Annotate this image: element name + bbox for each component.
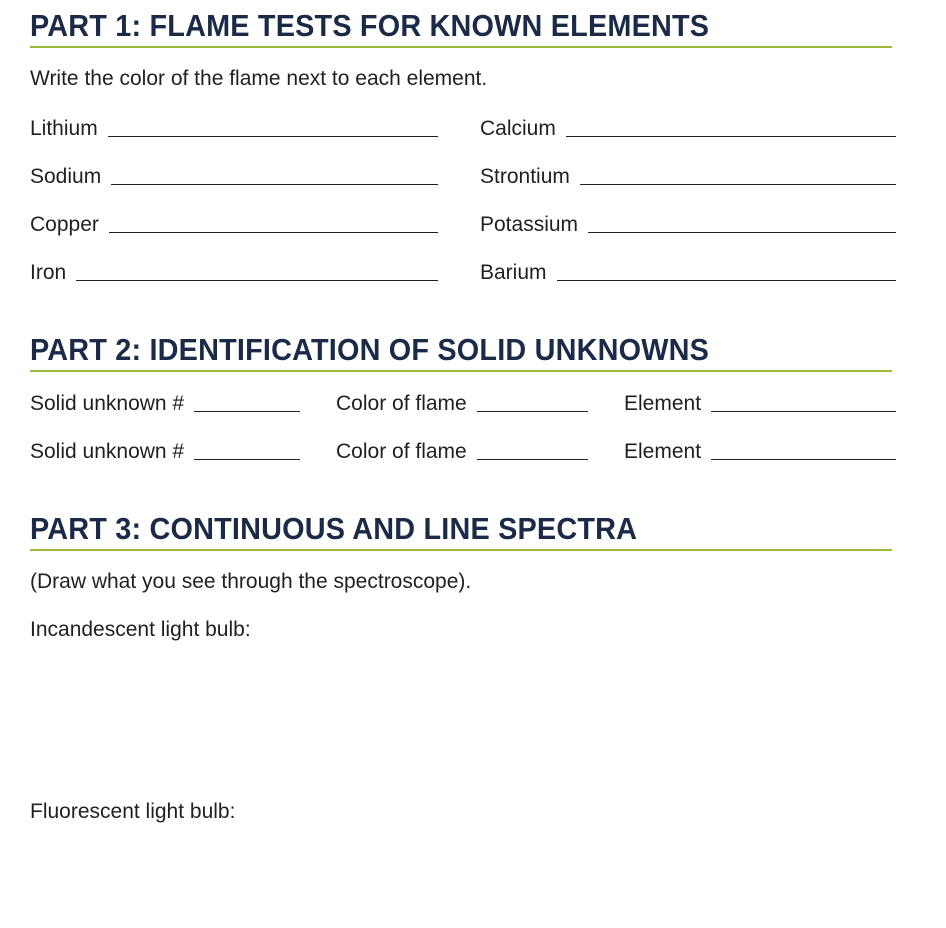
element-label: Iron	[30, 261, 67, 284]
answer-blank[interactable]	[194, 455, 300, 460]
answer-blank[interactable]	[477, 455, 588, 460]
answer-blank[interactable]	[711, 407, 896, 412]
flame-field-potassium	[480, 208, 896, 238]
answer-blank[interactable]	[111, 180, 438, 185]
flame-label: Color of flame	[336, 392, 467, 415]
fluorescent-drawing-area[interactable]	[30, 832, 892, 922]
flame-label: Color of flame	[336, 440, 467, 463]
incandescent-drawing-area[interactable]	[30, 650, 892, 780]
answer-blank[interactable]	[194, 407, 300, 412]
element-label: Barium	[480, 261, 547, 284]
part1-title: PART 1: FLAME TESTS FOR KNOWN ELEMENTS	[30, 8, 710, 43]
flame-field-barium	[480, 256, 896, 286]
answer-blank[interactable]	[566, 132, 896, 137]
flame-field-iron	[30, 256, 438, 286]
answer-blank[interactable]	[588, 228, 896, 233]
unknown-label: Solid unknown #	[30, 392, 185, 415]
answer-blank[interactable]	[108, 132, 438, 137]
unknown-label: Solid unknown #	[30, 440, 185, 463]
part1-instruction: Write the color of the flame next to each element.	[30, 67, 488, 90]
answer-blank[interactable]	[580, 180, 896, 185]
flame-field-strontium	[480, 160, 896, 190]
element-label: Sodium	[30, 165, 102, 188]
element-label: Calcium	[480, 117, 556, 140]
part3-instruction: (Draw what you see through the spectroscope).	[30, 570, 472, 593]
flame-field-copper	[30, 208, 438, 238]
element-label: Element	[624, 440, 702, 463]
part3-title: PART 3: CONTINUOUS AND LINE SPECTRA	[30, 511, 638, 546]
element-label: Strontium	[480, 165, 570, 188]
answer-blank[interactable]	[109, 228, 438, 233]
part2-rule	[30, 370, 892, 372]
unknown-number-field	[30, 435, 300, 465]
fluorescent-label: Fluorescent light bulb:	[30, 800, 236, 823]
flame-color-field	[336, 435, 588, 465]
flame-field-calcium	[480, 112, 896, 142]
flame-field-sodium	[30, 160, 438, 190]
answer-blank[interactable]	[557, 276, 896, 281]
element-label: Potassium	[480, 213, 579, 236]
incandescent-label: Incandescent light bulb:	[30, 618, 251, 641]
unknown-number-field	[30, 387, 300, 417]
part3-rule	[30, 549, 892, 551]
element-field	[624, 387, 896, 417]
element-label: Element	[624, 392, 702, 415]
element-label: Lithium	[30, 117, 98, 140]
part1-rule	[30, 46, 892, 48]
part2-title: PART 2: IDENTIFICATION OF SOLID UNKNOWNS	[30, 332, 710, 367]
flame-color-field	[336, 387, 588, 417]
answer-blank[interactable]	[477, 407, 588, 412]
answer-blank[interactable]	[76, 276, 438, 281]
answer-blank[interactable]	[711, 455, 896, 460]
flame-field-lithium	[30, 112, 438, 142]
element-label: Copper	[30, 213, 99, 236]
element-field	[624, 435, 896, 465]
